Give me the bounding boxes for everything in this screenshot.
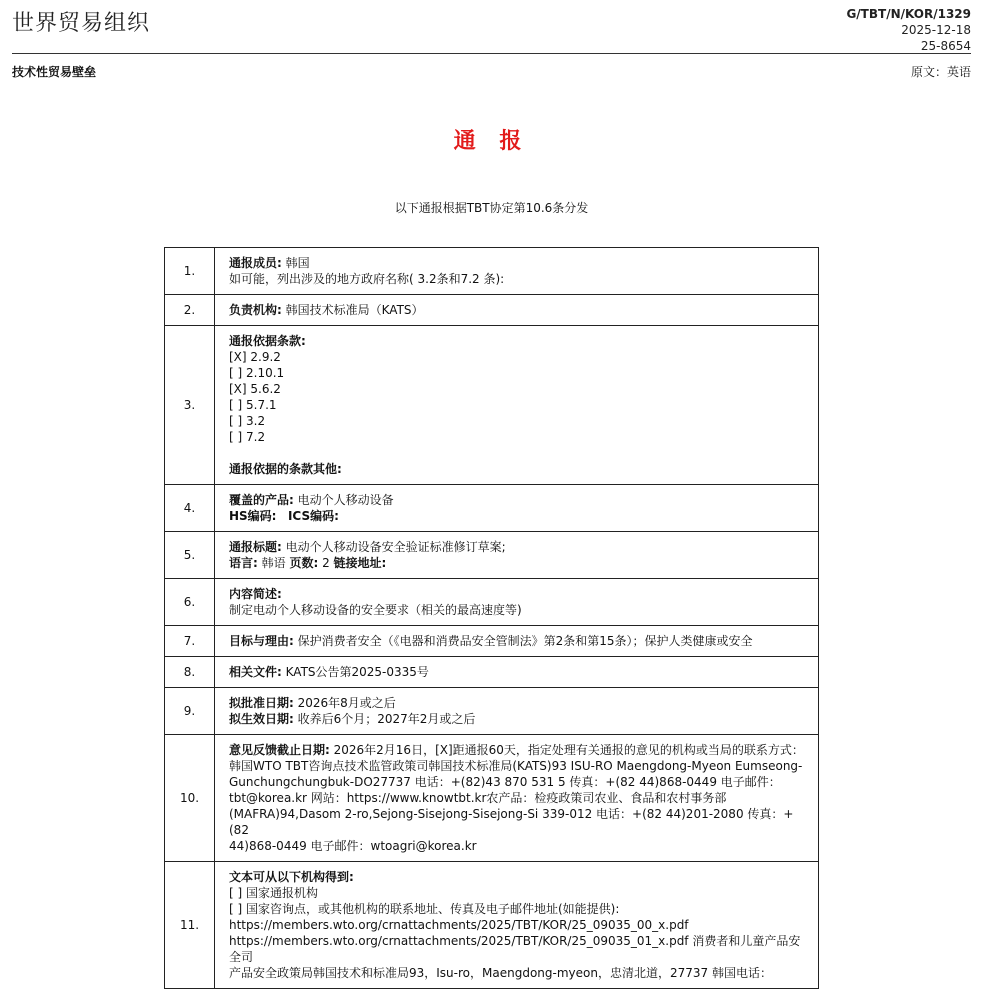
- table-row: [165, 657, 819, 688]
- original-language: 原文：英语: [910, 65, 971, 79]
- contact-line: 韩国WTO TBT咨询点技术监管政策司韩国技术标准局(KATS)93 ISU-RO Maengdong-Myeon Eumseong-: [229, 759, 803, 773]
- field-label: 通报依据的条款其他:: [229, 462, 342, 476]
- checkbox-option: [X] 2.9.2: [229, 350, 281, 364]
- field-value: 韩国技术标准局（KATS）: [281, 303, 424, 317]
- field-label: 内容简述:: [229, 587, 282, 601]
- attachment-link[interactable]: https://members.wto.org/crnattachments/2025/TBT/KOR/25_09035_00_x.pdf: [229, 918, 689, 932]
- checkbox-option: [ ] 5.7.1: [229, 398, 277, 412]
- contact-line: 产品安全政策局韩国技术和标准局93，Isu-ro，Maengdong-myeon，忠清北道，27737 韩国电话：: [229, 966, 772, 980]
- item-content: [215, 326, 819, 485]
- table-row: [165, 326, 819, 485]
- item-number: 11.: [165, 862, 215, 989]
- contact-line: (MAFRA)94,Dasom 2-ro,Sejong-Sisejong-Sisejong-Si 339-012 电话：+(82 44)201-2080 传真：+(82: [229, 807, 794, 837]
- field-label: 意见反馈截止日期:: [229, 743, 330, 757]
- attachment-link[interactable]: https://members.wto.org/crnattachments/2025/TBT/KOR/25_09035_01_x.pdf 消费者和儿童产品安全司: [229, 934, 801, 964]
- notification-table: [164, 247, 819, 989]
- link-label: 链接地址:: [333, 556, 387, 570]
- field-value: 2026年2月16日，[X]距通报60天，指定处理有关通报的意见的机构或当局的联系方式：: [329, 743, 804, 757]
- contact-line: Gunchungchungbuk-DO27737 电话：+(82)43 870 531 5 传真：+(82 44)868-0449 电子邮件：: [229, 775, 781, 789]
- contact-line: 44)868-0449 电子邮件：wtoagri@korea.kr: [229, 839, 477, 853]
- field-value: KATS公告第2025-0335号: [281, 665, 429, 679]
- table-row: [165, 688, 819, 735]
- field-value: 韩国: [281, 256, 310, 270]
- item-number: 9.: [165, 688, 215, 735]
- committee-name: 技术性贸易壁垒: [12, 65, 97, 79]
- field-label: 负责机构:: [229, 303, 282, 317]
- table-row: [165, 295, 819, 326]
- table-row: [165, 485, 819, 532]
- checkbox-option: [ ] 国家咨询点，或其他机构的联系地址、传真及电子邮件地址(如能提供):: [229, 902, 620, 916]
- item-content: [215, 688, 819, 735]
- field-label: 相关文件:: [229, 665, 282, 679]
- checkbox-option: [ ] 2.10.1: [229, 366, 285, 380]
- document-number: 25-8654: [920, 39, 971, 53]
- field-value: 2026年8月或之后: [293, 696, 396, 710]
- table-row: [165, 579, 819, 626]
- distribution-statement: 以下通报根据TBT协定第10.6条分发: [394, 201, 589, 215]
- field-value: 电动个人移动设备安全验证标准修订草案;: [281, 540, 506, 554]
- item-number: 3.: [165, 326, 215, 485]
- item-content: [215, 579, 819, 626]
- field-label: 覆盖的产品:: [229, 493, 294, 507]
- table-row: [165, 626, 819, 657]
- item-content: [215, 295, 819, 326]
- field-label: 通报依据条款:: [229, 334, 306, 348]
- spacer: [229, 445, 804, 461]
- item-number: 6.: [165, 579, 215, 626]
- checkbox-option: [ ] 国家通报机构: [229, 886, 318, 900]
- hs-code-label: HS编码:: [229, 509, 277, 523]
- language-label: 语言:: [229, 556, 258, 570]
- item-content: [215, 657, 819, 688]
- field-value: 电动个人移动设备: [293, 493, 394, 507]
- field-value: 收养后6个月；2027年2月或之后: [293, 712, 476, 726]
- pages-label: 页数:: [289, 556, 319, 570]
- pages-value: 2: [318, 556, 334, 570]
- item-number: 8.: [165, 657, 215, 688]
- organization-title: 世界贸易组织: [12, 11, 151, 36]
- field-label: 拟批准日期:: [229, 696, 294, 710]
- header-divider: [12, 53, 971, 54]
- item-number: 1.: [165, 248, 215, 295]
- table-row: [165, 862, 819, 989]
- table-row: [165, 735, 819, 862]
- item-content: [215, 248, 819, 295]
- item-number: 4.: [165, 485, 215, 532]
- item-number: 7.: [165, 626, 215, 657]
- notice-title: 通 报: [453, 129, 530, 154]
- field-label: 文本可从以下机构得到:: [229, 870, 354, 884]
- field-label: 通报标题:: [229, 540, 282, 554]
- table-row: [165, 532, 819, 579]
- checkbox-option: [ ] 7.2: [229, 430, 266, 444]
- field-value: 制定电动个人移动设备的安全要求（相关的最高速度等): [229, 603, 522, 617]
- item-content: [215, 862, 819, 989]
- item-number: 10.: [165, 735, 215, 862]
- item-content: [215, 532, 819, 579]
- field-label: 目标与理由:: [229, 634, 294, 648]
- item-content: [215, 485, 819, 532]
- item-number: 2.: [165, 295, 215, 326]
- language-value: 韩语: [257, 556, 290, 570]
- field-label: 拟生效日期:: [229, 712, 294, 726]
- table-row: [165, 248, 819, 295]
- checkbox-option: [ ] 3.2: [229, 414, 266, 428]
- item-content: [215, 735, 819, 862]
- field-label: 通报成员:: [229, 256, 282, 270]
- checkbox-option: [X] 5.6.2: [229, 382, 281, 396]
- item-content: [215, 626, 819, 657]
- document-symbol: G/TBT/N/KOR/1329: [846, 7, 971, 21]
- document-date: 2025-12-18: [901, 23, 971, 37]
- item-number: 5.: [165, 532, 215, 579]
- document-reference: [846, 6, 971, 54]
- field-note: 如可能，列出涉及的地方政府名称( 3.2条和7.2 条):: [229, 272, 505, 286]
- field-value: 保护消费者安全（《电器和消费品安全管制法》第2条和第15条）；保护人类健康或安全: [293, 634, 753, 648]
- contact-line: tbt@korea.kr 网站：https://www.knowtbt.kr农产品：检疫政策司农业、食品和农村事务部: [229, 791, 727, 805]
- ics-code-label: ICS编码:: [287, 509, 339, 523]
